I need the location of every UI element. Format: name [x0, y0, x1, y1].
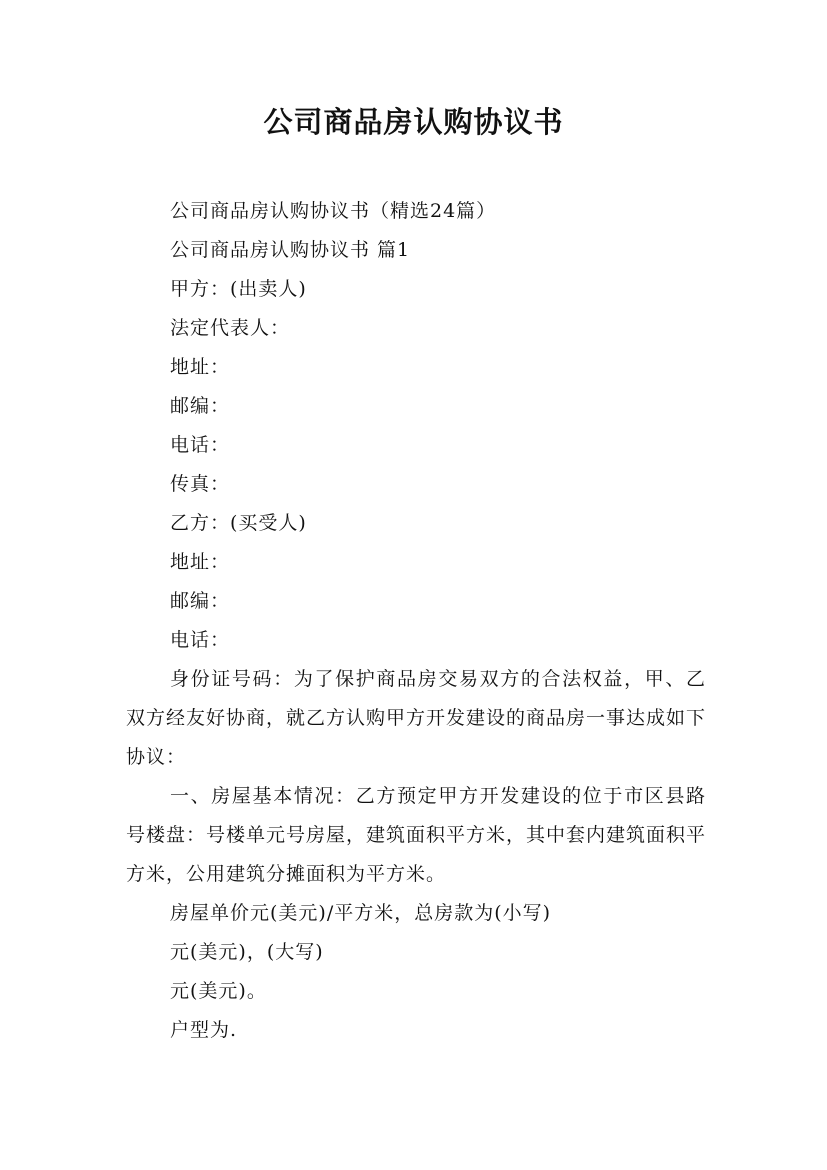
property-info-paragraph: 一、房屋基本情况：乙方预定甲方开发建设的位于市区县路号楼盘：号楼单元号房屋，建筑面积平方米，其中套内建筑面积平方米，公用建筑分摊面积为平方米。 [126, 785, 707, 885]
document-title: 公司商品房认购协议书 [263, 105, 564, 139]
layout-type-line: 户型为. [170, 1019, 238, 1041]
party-a-postcode-label: 邮编： [170, 395, 231, 417]
party-a-address-label: 地址： [170, 356, 231, 378]
unit-price-line: 房屋单价元(美元)/平方米，总房款为(小写) [170, 902, 552, 924]
amount-end-line: 元(美元)。 [170, 980, 267, 1002]
section-heading: 公司商品房认购协议书 篇1 [170, 239, 411, 261]
document-subtitle: 公司商品房认购协议书（精选24篇） [170, 200, 497, 222]
party-a-fax-label: 传真： [170, 473, 231, 495]
party-b-phone-label: 电话： [170, 629, 231, 651]
party-b-postcode-label: 邮编： [170, 590, 231, 612]
intro-paragraph: 身份证号码：为了保护商品房交易双方的合法权益，甲、乙双方经友好协商，就乙方认购甲方开发建设的商品房一事达成如下协议： [126, 668, 707, 768]
party-a-phone-label: 电话： [170, 434, 231, 456]
party-a-label: 甲方：(出卖人) [170, 278, 307, 300]
party-b-address-label: 地址： [170, 551, 231, 573]
legal-representative-label: 法定代表人： [170, 317, 291, 339]
party-b-label: 乙方：(买受人) [170, 512, 307, 534]
amount-uppercase-line: 元(美元)，(大写) [170, 941, 324, 963]
